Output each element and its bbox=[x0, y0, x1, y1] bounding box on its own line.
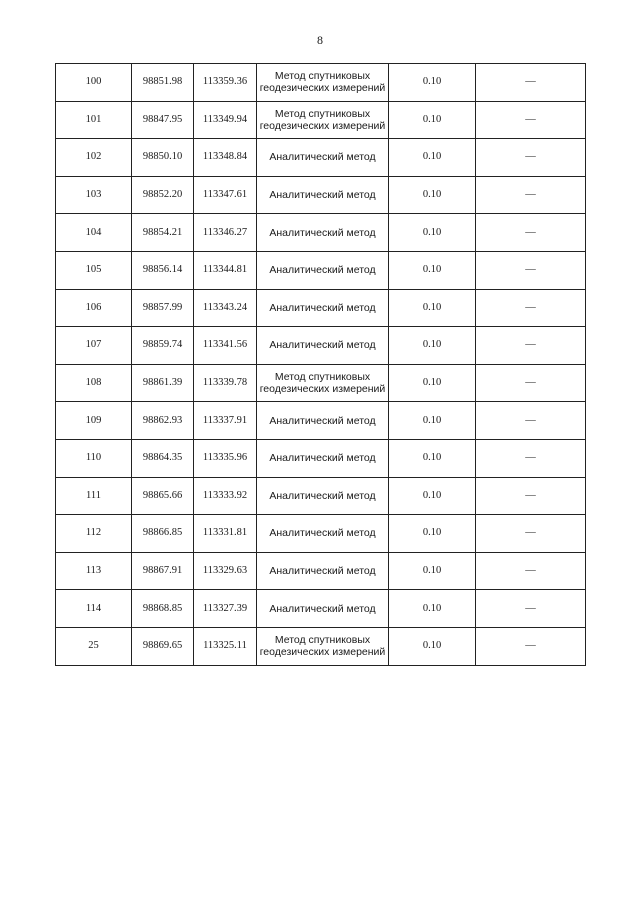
point-number-cell: 25 bbox=[56, 627, 132, 665]
accuracy-cell: 0.10 bbox=[389, 64, 476, 102]
x-coordinate-cell: 98862.93 bbox=[132, 402, 194, 440]
point-number-cell: 100 bbox=[56, 64, 132, 102]
accuracy-cell: 0.10 bbox=[389, 552, 476, 590]
x-coordinate-cell: 98859.74 bbox=[132, 327, 194, 365]
accuracy-cell: 0.10 bbox=[389, 439, 476, 477]
accuracy-cell: 0.10 bbox=[389, 251, 476, 289]
table-row bbox=[56, 590, 586, 628]
accuracy-cell: 0.10 bbox=[389, 402, 476, 440]
point-number-cell: 103 bbox=[56, 176, 132, 214]
y-coordinate-cell: 113359.36 bbox=[194, 64, 257, 102]
table-row bbox=[56, 402, 586, 440]
method-cell: Аналитический метод bbox=[257, 590, 389, 628]
y-coordinate-cell: 113329.63 bbox=[194, 552, 257, 590]
x-coordinate-cell: 98868.85 bbox=[132, 590, 194, 628]
method-cell: Аналитический метод bbox=[257, 327, 389, 365]
y-coordinate-cell: 113325.11 bbox=[194, 627, 257, 665]
method-cell: Аналитический метод bbox=[257, 477, 389, 515]
table-row bbox=[56, 364, 586, 402]
y-coordinate-cell: 113344.81 bbox=[194, 251, 257, 289]
coordinates-table-body bbox=[56, 64, 586, 666]
x-coordinate-cell: 98857.99 bbox=[132, 289, 194, 327]
y-coordinate-cell: 113349.94 bbox=[194, 101, 257, 139]
y-coordinate-cell: 113348.84 bbox=[194, 139, 257, 177]
note-cell: — bbox=[476, 101, 586, 139]
table-row bbox=[56, 289, 586, 327]
method-cell: Аналитический метод bbox=[257, 439, 389, 477]
x-coordinate-cell: 98850.10 bbox=[132, 139, 194, 177]
y-coordinate-cell: 113335.96 bbox=[194, 439, 257, 477]
table-row bbox=[56, 64, 586, 102]
x-coordinate-cell: 98852.20 bbox=[132, 176, 194, 214]
accuracy-cell: 0.10 bbox=[389, 139, 476, 177]
accuracy-cell: 0.10 bbox=[389, 289, 476, 327]
note-cell: — bbox=[476, 515, 586, 553]
accuracy-cell: 0.10 bbox=[389, 101, 476, 139]
x-coordinate-cell: 98864.35 bbox=[132, 439, 194, 477]
coordinates-table bbox=[55, 63, 586, 666]
note-cell: — bbox=[476, 289, 586, 327]
note-cell: — bbox=[476, 64, 586, 102]
point-number-cell: 112 bbox=[56, 515, 132, 553]
method-cell: Аналитический метод bbox=[257, 214, 389, 252]
method-cell: Аналитический метод bbox=[257, 515, 389, 553]
x-coordinate-cell: 98867.91 bbox=[132, 552, 194, 590]
x-coordinate-cell: 98866.85 bbox=[132, 515, 194, 553]
method-cell: Аналитический метод bbox=[257, 139, 389, 177]
note-cell: — bbox=[476, 364, 586, 402]
method-cell: Аналитический метод bbox=[257, 552, 389, 590]
table-row bbox=[56, 439, 586, 477]
point-number-cell: 108 bbox=[56, 364, 132, 402]
note-cell: — bbox=[476, 214, 586, 252]
point-number-cell: 107 bbox=[56, 327, 132, 365]
method-cell: Аналитический метод bbox=[257, 176, 389, 214]
x-coordinate-cell: 98854.21 bbox=[132, 214, 194, 252]
table-row bbox=[56, 251, 586, 289]
y-coordinate-cell: 113327.39 bbox=[194, 590, 257, 628]
method-cell: Аналитический метод bbox=[257, 289, 389, 327]
table-row bbox=[56, 327, 586, 365]
table-row bbox=[56, 139, 586, 177]
note-cell: — bbox=[476, 627, 586, 665]
point-number-cell: 105 bbox=[56, 251, 132, 289]
point-number-cell: 102 bbox=[56, 139, 132, 177]
y-coordinate-cell: 113337.91 bbox=[194, 402, 257, 440]
point-number-cell: 106 bbox=[56, 289, 132, 327]
note-cell: — bbox=[476, 477, 586, 515]
x-coordinate-cell: 98861.39 bbox=[132, 364, 194, 402]
point-number-cell: 111 bbox=[56, 477, 132, 515]
accuracy-cell: 0.10 bbox=[389, 364, 476, 402]
note-cell: — bbox=[476, 139, 586, 177]
note-cell: — bbox=[476, 590, 586, 628]
y-coordinate-cell: 113339.78 bbox=[194, 364, 257, 402]
accuracy-cell: 0.10 bbox=[389, 477, 476, 515]
method-cell: Метод спутниковых геодезических измерений bbox=[257, 101, 389, 139]
point-number-cell: 104 bbox=[56, 214, 132, 252]
accuracy-cell: 0.10 bbox=[389, 327, 476, 365]
method-cell: Метод спутниковых геодезических измерений bbox=[257, 627, 389, 665]
note-cell: — bbox=[476, 251, 586, 289]
page-number: 8 bbox=[317, 33, 323, 47]
table-row bbox=[56, 552, 586, 590]
point-number-cell: 114 bbox=[56, 590, 132, 628]
table-row bbox=[56, 214, 586, 252]
note-cell: — bbox=[476, 439, 586, 477]
x-coordinate-cell: 98847.95 bbox=[132, 101, 194, 139]
method-cell: Метод спутниковых геодезических измерений bbox=[257, 364, 389, 402]
accuracy-cell: 0.10 bbox=[389, 627, 476, 665]
point-number-cell: 109 bbox=[56, 402, 132, 440]
table-row bbox=[56, 176, 586, 214]
note-cell: — bbox=[476, 552, 586, 590]
method-cell: Аналитический метод bbox=[257, 402, 389, 440]
table-row bbox=[56, 477, 586, 515]
y-coordinate-cell: 113331.81 bbox=[194, 515, 257, 553]
table-row bbox=[56, 101, 586, 139]
note-cell: — bbox=[476, 327, 586, 365]
y-coordinate-cell: 113333.92 bbox=[194, 477, 257, 515]
note-cell: — bbox=[476, 402, 586, 440]
x-coordinate-cell: 98856.14 bbox=[132, 251, 194, 289]
method-cell: Аналитический метод bbox=[257, 251, 389, 289]
accuracy-cell: 0.10 bbox=[389, 176, 476, 214]
point-number-cell: 113 bbox=[56, 552, 132, 590]
x-coordinate-cell: 98851.98 bbox=[132, 64, 194, 102]
x-coordinate-cell: 98865.66 bbox=[132, 477, 194, 515]
point-number-cell: 110 bbox=[56, 439, 132, 477]
note-cell: — bbox=[476, 176, 586, 214]
y-coordinate-cell: 113346.27 bbox=[194, 214, 257, 252]
y-coordinate-cell: 113347.61 bbox=[194, 176, 257, 214]
accuracy-cell: 0.10 bbox=[389, 590, 476, 628]
method-cell: Метод спутниковых геодезических измерений bbox=[257, 64, 389, 102]
x-coordinate-cell: 98869.65 bbox=[132, 627, 194, 665]
table-row bbox=[56, 627, 586, 665]
accuracy-cell: 0.10 bbox=[389, 214, 476, 252]
point-number-cell: 101 bbox=[56, 101, 132, 139]
table-row bbox=[56, 515, 586, 553]
y-coordinate-cell: 113341.56 bbox=[194, 327, 257, 365]
y-coordinate-cell: 113343.24 bbox=[194, 289, 257, 327]
accuracy-cell: 0.10 bbox=[389, 515, 476, 553]
